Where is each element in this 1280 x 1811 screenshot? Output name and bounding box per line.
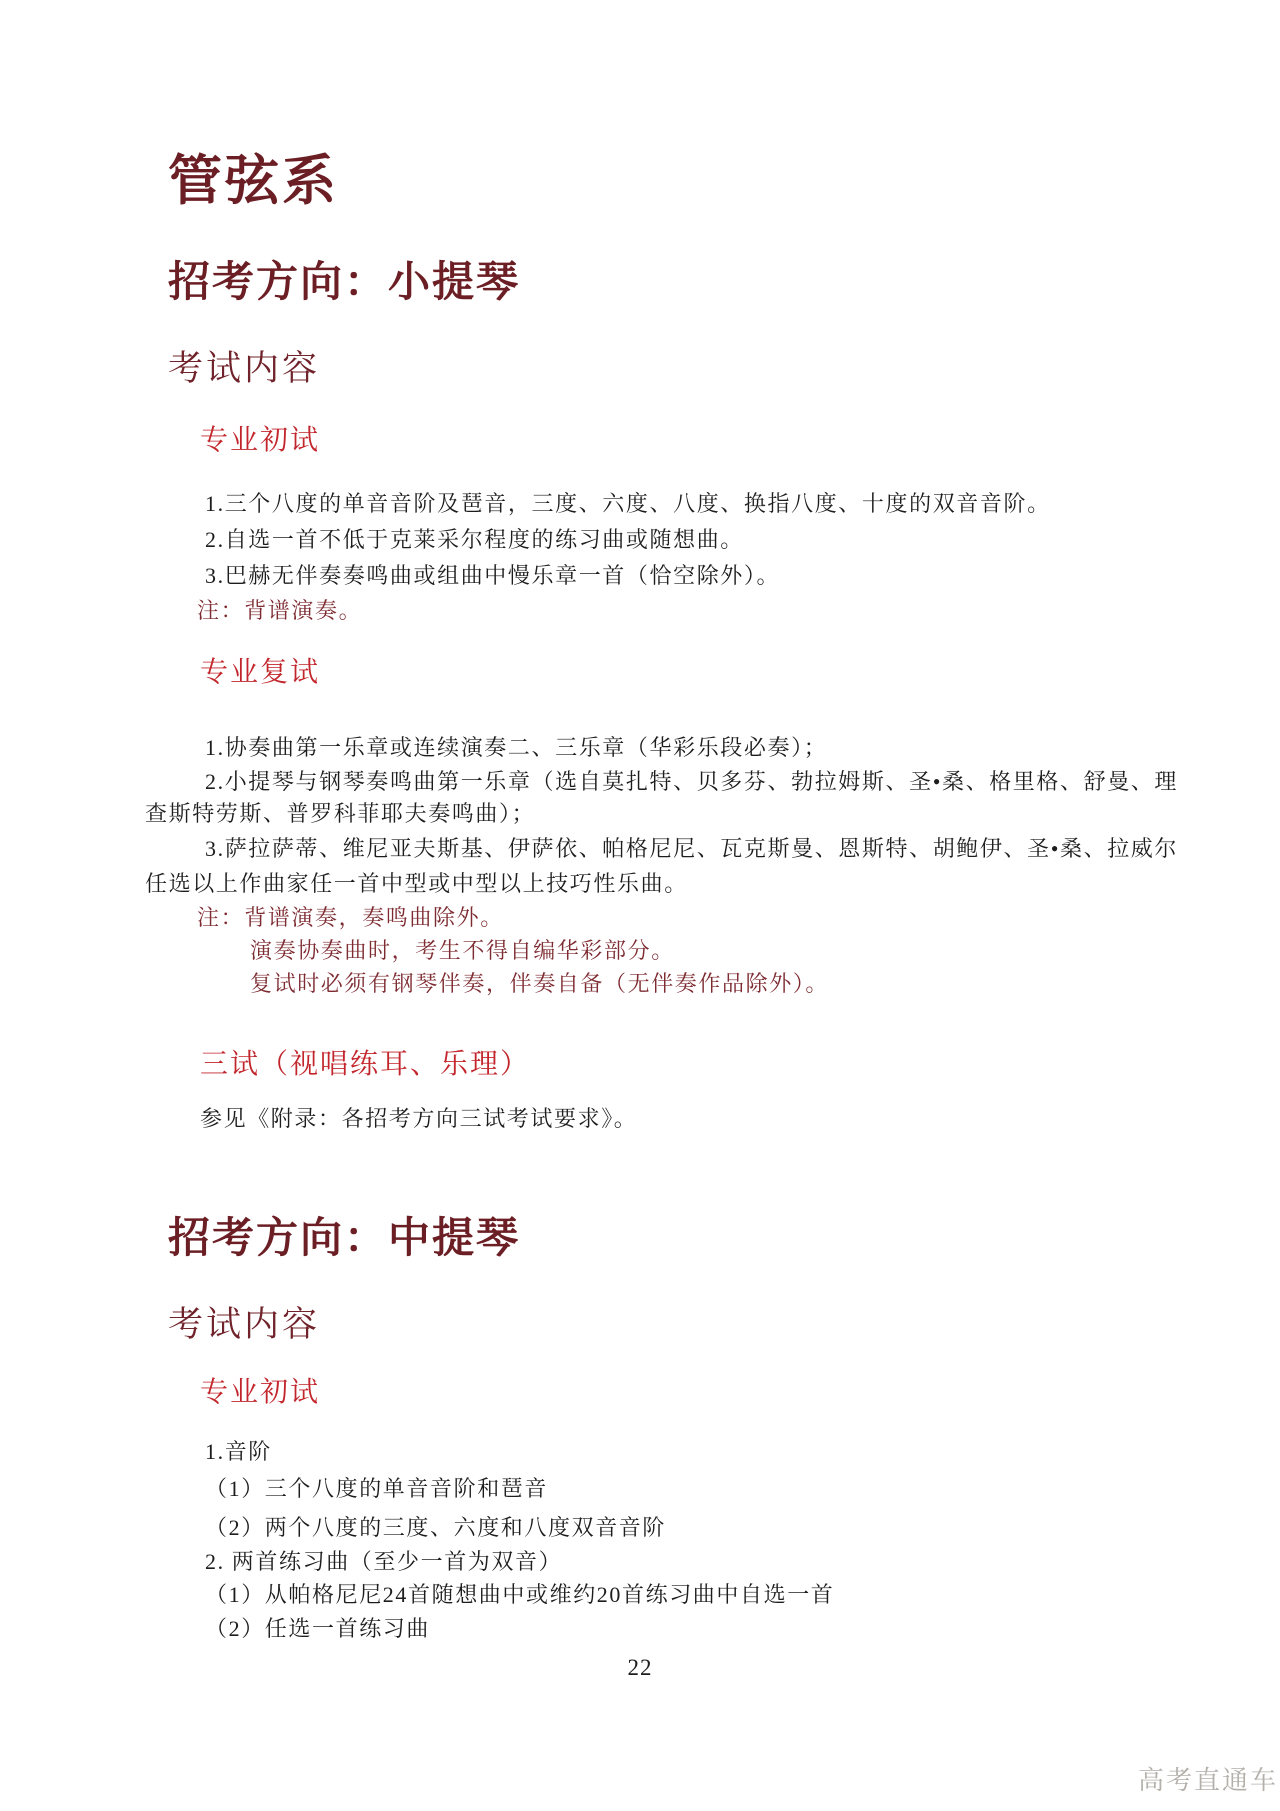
note-text: 背谱演奏，奏鸣曲除外。: [244, 905, 504, 930]
viola-first-round-line: （2）任选一首练习曲: [205, 1616, 431, 1641]
violin-first-round-item: 2.自选一首不低于克莱采尔程度的练习曲或随想曲。: [205, 527, 744, 552]
heading-exam-content-viola: 考试内容: [168, 1305, 321, 1344]
heading-direction-viola: 招考方向：中提琴: [168, 1216, 521, 1262]
violin-first-round-item: 3.巴赫无伴奏奏鸣曲或组曲中慢乐章一首（恰空除外）。: [205, 563, 781, 588]
note-text: 背谱演奏。: [244, 598, 363, 623]
watermark: 高考直通车: [1138, 1766, 1279, 1795]
viola-first-round-line: （1）三个八度的单音音阶和琶音: [205, 1476, 549, 1501]
violin-second-round-line: 任选以上作曲家任一首中型或中型以上技巧性乐曲。: [145, 871, 688, 896]
heading-violin-third-round: 三试（视唱练耳、乐理）: [200, 1049, 531, 1080]
heading-viola-first-round: 专业初试: [200, 1377, 321, 1408]
heading-violin-first-round: 专业初试: [200, 425, 321, 456]
violin-second-round-line: 查斯特劳斯、普罗科菲耶夫奏鸣曲）；: [145, 801, 536, 826]
violin-first-round-note: [145, 597, 1150, 625]
viola-first-round-line: 2. 两首练习曲（至少一首为双音）: [205, 1549, 563, 1574]
viola-first-round-line: 1.音阶: [205, 1439, 272, 1464]
violin-second-round-line: 1.协奏曲第一乐章或连续演奏二、三乐章（华彩乐段必奏）；: [205, 735, 828, 760]
heading-exam-content-violin: 考试内容: [168, 349, 321, 388]
violin-second-round-line: 2.小提琴与钢琴奏鸣曲第一乐章（选自莫扎特、贝多芬、勃拉姆斯、圣•桑、格里格、舒曼、理: [205, 769, 1179, 794]
page-number: 22: [627, 1655, 653, 1680]
viola-first-round-line: （1）从帕格尼尼24首随想曲中或维约20首练习曲中自选一首: [205, 1582, 835, 1607]
note-label: 注：: [197, 598, 245, 623]
violin-second-round-line: 3.萨拉萨蒂、维尼亚夫斯基、伊萨依、帕格尼尼、瓦克斯曼、恩斯特、胡鲍伊、圣•桑、拉威尔: [205, 836, 1179, 861]
violin-first-round-item: 1.三个八度的单音音阶及琶音，三度、六度、八度、换指八度、十度的双音音阶。: [205, 491, 1051, 516]
page-title: 管弦系: [168, 151, 339, 211]
violin-second-round-note: 复试时必须有钢琴伴奏，伴奏自备（无伴奏作品除外）。: [250, 971, 830, 996]
note-label: 注：: [197, 905, 245, 930]
violin-second-round-note: 演奏协奏曲时，考生不得自编华彩部分。: [250, 938, 675, 963]
viola-first-round-line: （2）两个八度的三度、六度和八度双音音阶: [205, 1515, 667, 1540]
violin-second-round-note: [145, 904, 1150, 932]
heading-direction-violin: 招考方向：小提琴: [168, 260, 521, 306]
heading-violin-second-round: 专业复试: [200, 657, 321, 688]
violin-third-round-reference: 参见《附录：各招考方向三试考试要求》。: [200, 1106, 638, 1131]
